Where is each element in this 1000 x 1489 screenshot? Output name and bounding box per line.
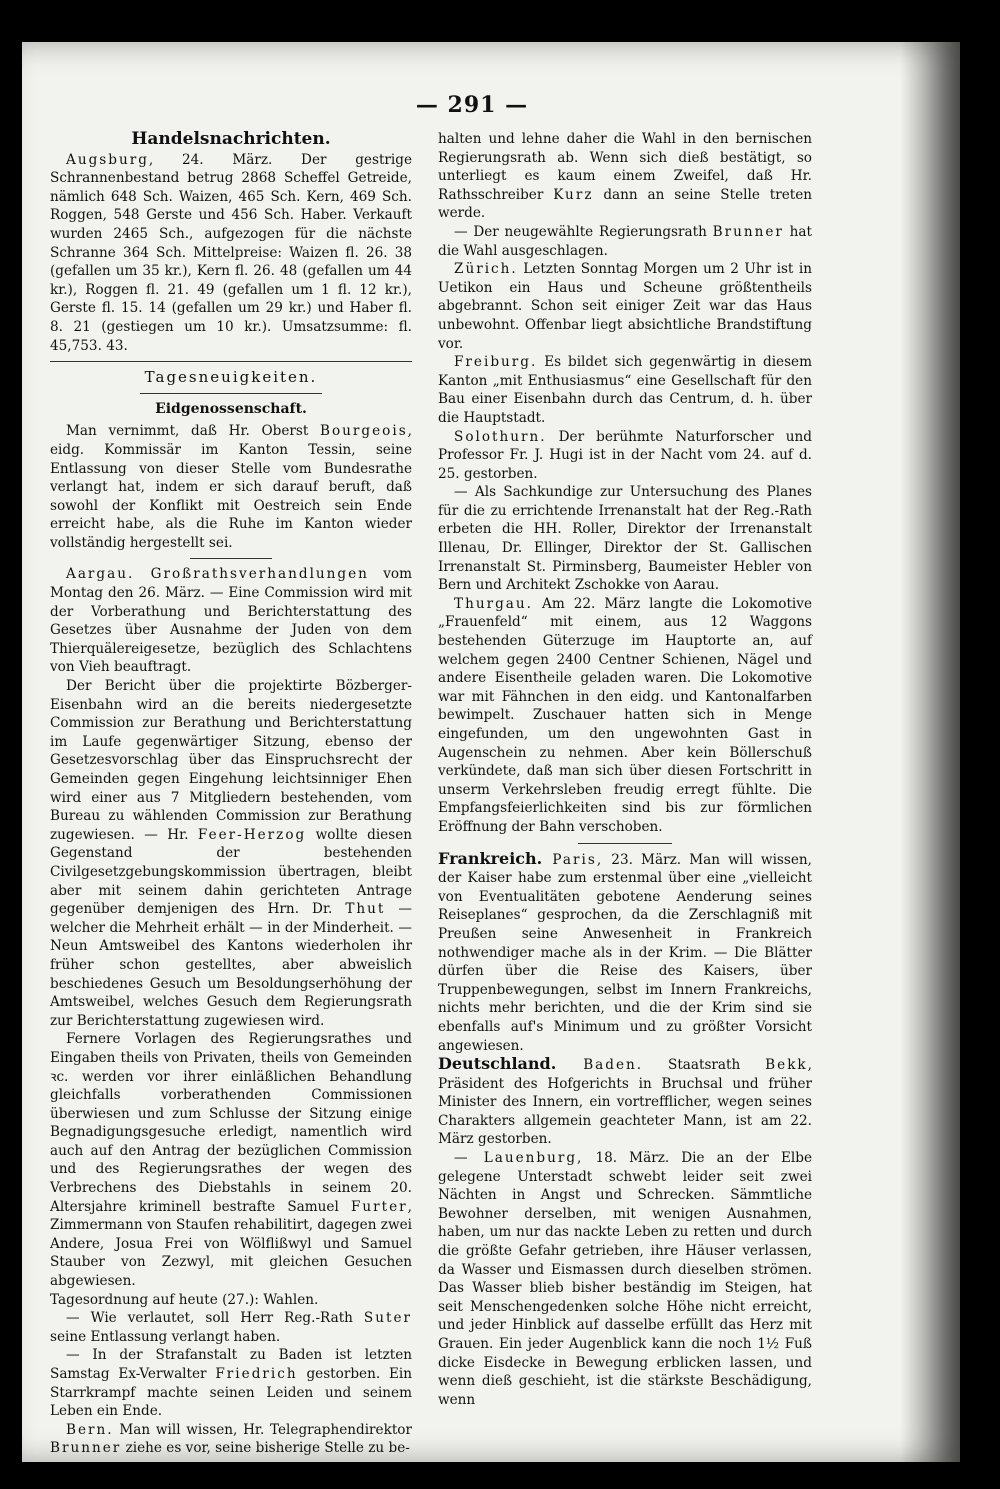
heading-tagesneuigkeiten: Tagesneuigkeiten.: [144, 368, 318, 387]
newspaper-page: [22, 42, 960, 1462]
divider: [578, 843, 672, 844]
place-thurgau: Thurgau.: [454, 595, 533, 612]
article-lauenburg: — Lauenburg, 18. März. Die an der Elbe gelegene Unterstadt schwebt leider seit zwei Nächten in Angst und Schrecken. Sämmtliche Bewohner derselben, mit wenigen Ausnahmen, haben, um nur das nackte Leben zu retten und durch die größte Gefahr getrieben, ihre Häuser verlassen, da Wasser und Eismassen durch dieselben strömen. Das Wasser blieb bisher beständig im Steigen, hat seit Menschengedenken solche Höhe nicht erreicht, und jeder Hinblick auf dasselbe erfüllt das Herz mit Grauen. Ein jeder Augenblick kann die noch 1½ Fuß dicke Eisdecke in Bewegung erblicken lassen, und wenn dieß geschieht, ist die stärkste Beschädigung, wenn: [438, 1150, 812, 1408]
place-lauenburg: — Lauenburg,: [454, 1150, 584, 1167]
article-augsburg: Augsburg, 24. März. Der gestrige Schrannenbestand betrug 2868 Scheffel Getreide, nämlich 648 Sch. Waizen, 465 Sch. Kern, 469 Sch. Roggen, 548 Gerste und 456 Sch. Haber. Verkauft wurden 2465 Sch., aufgezogen für die nächste Schranne 364 Sch. Mittelpreise: Waizen fl. 26. 38 (gefallen um 35 kr.), Kern fl. 26. 48 (gefallen um 44 kr.), Roggen fl. 21. 49 (gefallen um 1 fl. 12 kr.), Gerste fl. 15. 14 (gefallen um 29 kr.) und Haber fl. 8. 21 (gestiegen um 10 kr.). Umsatzsumme: fl. 45,753. 43.: [50, 151, 412, 354]
divider: [50, 361, 412, 362]
page-shadow: [900, 42, 960, 1462]
article-frankreich: Frankreich. Paris, 23. März. Man will wissen, der Kaiser habe zum erstenmal über eine „vielleicht von Eventualitäten gebotene Aenderung seines Reiseplanes“ gesprochen, da die Zerschlagniß mit Preußen seine Anwesenheit in Frankreich nothwendiger mache als in der Krim. — Die Blätter dürfen über die Reise des Kaisers, über Truppenbewegungen, selbst im Innern Frankreichs, nichts mehr berichten, und die der Krim sind sie ebenfalls auf's Minimum und zu größter Vorsicht angewiesen.: [438, 848, 812, 1054]
place-solothurn: Solothurn.: [454, 428, 547, 445]
heading-handelsnachrichten: Handelsnachrichten.: [131, 129, 331, 149]
article-bourgeois: Man vernimmt, daß Hr. Oberst Bourgeois, eidg. Kommissär im Kanton Tessin, seine Entlassung von dieser Stelle vom Bundesrathe verlangt hat, indem er sich darauf beruft, daß sowohl der Konflikt mit Oestreich sein Ende erreicht habe, als die Ruhe im Kanton wieder vollständig hergestellt sei.: [50, 423, 412, 551]
place-zuerich: Zürich.: [454, 261, 518, 278]
place-freiburg: Freiburg.: [454, 354, 538, 371]
left-column: [50, 130, 412, 1458]
heading-eidgenossenschaft: Eidgenossenschaft.: [155, 400, 307, 417]
country-frankreich: Frankreich.: [438, 848, 543, 868]
article-solothurn-p2: — Als Sachkundige zur Untersuchung des Planes für die zu errichtende Irrenanstalt hat der Reg.-Rath erbeten die HH. Roller, Direktor der Irrenanstalt Illenau, Dr. Ellinger, Direktor der St. Gallischen Irrenanstalt St. Pirminsberg, Baumeister Hebler von Bern und Architekt Zschokke von Aarau.: [438, 484, 812, 594]
article-thurgau: Thurgau. Am 22. März langte die Lokomotive „Frauenfeld“ mit einem, aus 12 Waggons bestehenden Güterzuge im Hauptorte an, auf welchem gegen 2400 Centner Schienen, Nägel und andere Eisentheile geladen waren. Die Lokomotive war mit Fähnchen in den eidg. und Kantonalfarben bewimpelt. Zuschauer hatten sich in Menge eingefunden, um den ungewohnten Gast in Augenschein zu nehmen. Aber kein Böllerschuß verkündete, daß man sich über diesen Fortschritt in unserm Verkehrsleben freudig erregt fühlte. Die Empfangsfeierlichkeiten sind bis zur förmlichen Eröffnung der Bahn verschoben.: [438, 595, 812, 835]
article-aargau: Aargau. Großrathsverhandlungen vom Montag den 26. März. — Eine Commission wird mit der Vorberathung und Berichterstattung des Gesetzes über Ausnahme der Juden von dem Thierquälereigesetze, bezüglich des Schlachtens von Vieh beauftragt.: [50, 566, 412, 676]
article-aargau-p2: Der Bericht über die projektirte Bözberger-Eisenbahn wird an die bereits niedergesetzte Commission zur Berathung und Berichterstattung im Laufe gegenwärtiger Sitzung, ebenso der Gesetzesvorschlag über das Einspruchsrecht der Gemeinden gegen Eingehung leichtsinniger Ehen wird einer aus 7 Mitgliedern bestehenden, vom Bureau zu wählenden Commission zur Berathung zugewiesen. — Hr. Feer-Herzog wollte diesen Gegenstand der bestehenden Civilgesetzgebungskommission übertragen, bleibt aber mit seinem dahin gerichteten Antrage gegenüber demjenigen des Hrn. Dr. Thut — welcher die Mehrheit erhält — in der Minderheit. — Neun Amtsweibel des Kantons wiederholen ihr früher schon gestelltes, aber abweislich beschiedenes Gesuch um Besoldungserhöhung der Amtsweibel, welches Gesuch dem Regierungsrath zur Berichterstattung zugewiesen wird.: [50, 678, 412, 1029]
article-bern-cont: halten und lehne daher die Wahl in den bernischen Regierungsrath ab. Wenn sich dieß bestätigt, so unterliegt es kaum einem Zweifel, daß Hr. Rathsschreiber Kurz dann an seine Stelle treten werde.: [438, 131, 812, 222]
article-bern: Bern. Man will wissen, Hr. Telegraphendirektor Brunner ziehe es vor, seine bisherige Stelle zu be-: [50, 1421, 412, 1457]
country-deutschland: Deutschland.: [438, 1054, 557, 1074]
right-column: [438, 130, 812, 1409]
article-solothurn: Solothurn. Der berühmte Naturforscher und Professor Fr. J. Hugi ist in der Nacht vom 24. auf d. 25. gestorben.: [438, 428, 812, 482]
article-aargau-p5: — Wie verlautet, soll Herr Reg.-Rath Suter seine Entlassung verlangt haben.: [50, 1310, 412, 1345]
divider: [140, 393, 322, 394]
article-deutschland: Deutschland. Baden. Staatsrath Bekk, Präsident des Hofgerichts in Bruchsal und früher Minister des Innern, ein vortrefflicher, wegen seines Charakters allgemein geachteter Mann, ist am 22. März gestorben.: [438, 1054, 812, 1148]
divider: [190, 558, 272, 559]
place-bern: Bern.: [66, 1421, 114, 1438]
article-freiburg: Freiburg. Es bildet sich gegenwärtig in diesem Kanton „mit Enthusiasmus“ eine Gesellschaft für den Bau einer Eisenbahn durch das Centrum, d. h. über die Hauptstadt.: [438, 354, 812, 426]
article-aargau-p3: Fernere Vorlagen des Regierungsrathes und Eingaben theils von Privaten, theils von Gemeinden ꝛc. werden vor ihrer einläßlichen Behandlung gleichfalls vorberathenden Commissionen überwiesen und zum Schlusse der Sitzung einige Begnadigungsgesuche erledigt, namentlich wird auch auf den Antrag der bezüglichen Commission und des Regierungsrathes der wegen des Verbrechens des Diebstahls in seinem 20. Altersjahre kriminell bestrafte Samuel Furter, Zimmermann von Staufen rehabilitirt, dagegen zwei Andere, Josua Frei von Wölflißwyl und Samuel Stauber von Zezwyl, mit gleichen Gesuchen abgewiesen.: [50, 1031, 412, 1290]
article-zuerich: Zürich. Letzten Sonntag Morgen um 2 Uhr ist in Uetikon ein Haus und Scheune größtentheils abgebrannt. Schon seit einiger Zeit war das Haus unbewohnt. Offenbar liegt absichtliche Brandstiftung vor.: [438, 261, 812, 352]
place-augsburg: Augsburg: [66, 151, 149, 168]
article-bern-p2: — Der neugewählte Regierungsrath Brunner hat die Wahl ausgeschlagen.: [438, 223, 812, 259]
article-aargau-p6: — In der Strafanstalt zu Baden ist letzten Samstag Ex-Verwalter Friedrich gestorben. Ein Starrkrampf machte seinen Leiden und seinem Leben ein Ende.: [50, 1347, 412, 1420]
article-aargau-p4: Tagesordnung auf heute (27.): Wahlen.: [50, 1291, 319, 1308]
page-number: — 291 —: [415, 92, 529, 118]
place-aargau: Aargau.: [66, 566, 135, 583]
